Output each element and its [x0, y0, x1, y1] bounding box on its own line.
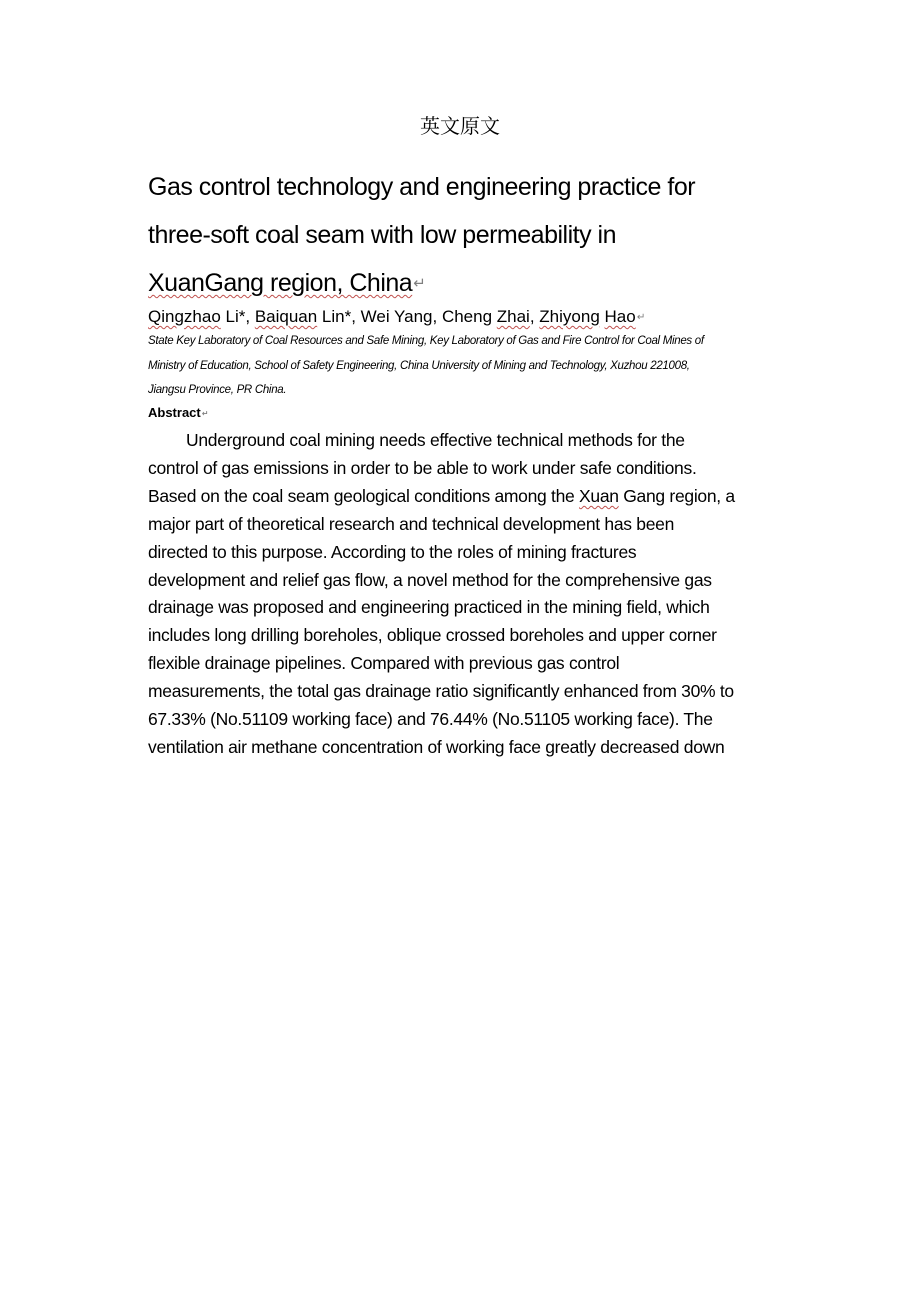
author-4-rest: ,: [529, 307, 540, 326]
author-1-first-name: Qingzhao: [148, 307, 221, 326]
abstract-line: directed to this purpose. According to the roles of mining fractures: [148, 541, 637, 562]
abstract-line: Underground coal mining needs effective technical methods for the: [186, 430, 685, 450]
affiliation: [148, 329, 808, 403]
affiliation-line-3: Jiangsu Province, PR China.: [148, 384, 287, 396]
author-1-rest: Li*,: [220, 307, 255, 326]
paper-title: [148, 163, 808, 308]
abstract-line: flexible drainage pipelines. Compared with previous gas control: [148, 653, 620, 674]
paragraph-mark-icon: ↵: [413, 275, 426, 293]
abstract-body: [148, 427, 808, 762]
abstract-line-part: Gang region, a: [618, 485, 735, 506]
region-name-xuan: Xuan: [579, 485, 619, 506]
abstract-heading-text: Abstract: [148, 405, 201, 420]
title-line-2: three-soft coal seam with low permeability in: [148, 221, 616, 249]
author-2-first-name: Baiquan: [254, 307, 318, 326]
author-5-last-name: Hao: [604, 307, 636, 326]
abstract-line-part: Based on the coal seam geological conditions among the: [148, 485, 580, 506]
abstract-heading: [148, 402, 208, 425]
abstract-line: major part of theoretical research and technical development has been: [148, 513, 675, 534]
author-list: [148, 305, 808, 330]
abstract-line: development and relief gas flow, a novel method for the comprehensive gas: [148, 569, 712, 590]
abstract-line: control of gas emissions in order to be able to work under safe conditions.: [148, 457, 697, 478]
title-line-1: Gas control technology and engineering practice for: [148, 173, 696, 201]
paragraph-mark-icon: ↵: [201, 408, 209, 418]
abstract-line: ventilation air methane concentration of working face greatly decreased down: [148, 736, 725, 757]
author-5-first-name: Zhiyong: [539, 307, 600, 326]
abstract-line: [148, 483, 808, 511]
abstract-line: 67.33% (No.51109 working face) and 76.44% (No.51105 working face). The: [148, 709, 713, 730]
title-line-3: [148, 259, 808, 308]
abstract-line: drainage was proposed and engineering practiced in the mining field, which: [148, 597, 710, 618]
chinese-heading: 英文原文: [420, 114, 500, 138]
title-region-name: XuanGang region, China: [148, 269, 413, 297]
affiliation-line-2: Ministry of Education, School of Safety Engineering, China University of Mining and Technology, Xuzhou 221008,: [148, 359, 690, 372]
author-2-rest: Lin*, Wei Yang, Cheng: [317, 307, 497, 326]
paragraph-mark-icon: ↵: [636, 311, 646, 323]
abstract-line: includes long drilling boreholes, oblique crossed boreholes and upper corner: [148, 625, 717, 646]
author-4-last-name: Zhai: [496, 307, 530, 326]
affiliation-line-1: State Key Laboratory of Coal Resources and Safe Mining, Key Laboratory of Gas and Fire Control for Coal Mines of: [148, 335, 704, 347]
abstract-line: measurements, the total gas drainage ratio significantly enhanced from 30% to: [148, 681, 734, 702]
